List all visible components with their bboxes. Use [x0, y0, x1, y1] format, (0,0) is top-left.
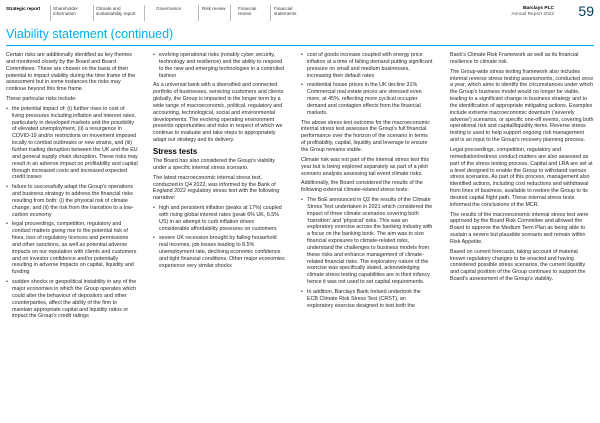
list-item: • failure to successfully adapt the Group's operations and business strategy to address the financial risks resulting from both: (i) the physical risk of climate change; and (ii) the risk from the transition to a low-carbon economy: [12, 184, 138, 218]
paragraph: The Group-wide stress testing framework also includes internal reverse stress testing assessments, conducted once a year, which aims to identify the circumstances under which the Group's business model would no longer be viable, leading to a significant change in business strategy and to the identification of appropriate mitigating actions. Examples include extreme macroeconomic downturn ('severely adverse') scenarios, or specific one-off events, covering both operational risk and capital/liquidity items. Reverse stress testing is used to help support ongoing risk management and is an input to the Group's recovery planning process.: [450, 68, 594, 144]
scenario-list: [301, 52, 433, 117]
paragraph: The above stress test outcome for the macroeconomic internal stress test assesses the Group's full financial performance over the horizon of the scenario in terms of profitability, capital, liquidity and leverage to ensure the Group remains viable.: [301, 119, 430, 153]
page-title: Viability statement (continued): [6, 27, 174, 41]
nav-divider: [93, 5, 94, 21]
nav-divider: [230, 5, 231, 21]
paragraph: Additionally, the Board considered the results of the following external climate-related stress tests:: [301, 180, 423, 194]
page-number: 59: [578, 3, 594, 19]
list-item: • the potential impact of: (i) further rises in cost of living pressures including inflation and interest rates, particularly in developed markets and the possibility of elevated unemployment, (ii) a resurgence in COVID-19 and/or restrictions on movement imposed locally to combat outbreaks or new strains, and (iii) further trading disruption between the UK and the EU and general supply chain disruption. These risks may result in an adverse impact on profitability and capital through increased costs and increased expected credit losses: [12, 106, 138, 181]
risk-list: [6, 106, 138, 320]
paragraph: The latest macroeconomic internal stress test, conducted in Q4 2022, was informed by the Bank of England 2022 regulatory stress test with the following narrative:: [153, 174, 280, 202]
nav-divider: [50, 5, 51, 21]
section-heading: Stress tests: [153, 146, 198, 156]
list-item: • severe UK recession brought by falling household real incomes, job losses leading to 8.5% unemployment rate, declining economic confidence and tight financial conditions. Other major economies experience very similar shocks: [159, 235, 285, 269]
text-column-4: [450, 52, 594, 286]
text-column-2: [153, 52, 285, 273]
paragraph: These particular risks include:: [6, 96, 77, 103]
list-item: • The BoE announced in Q2 the results of the Climate Stress Test undertaken in 2021 which considered the impact of three climate scenarios covering both 'transition' and 'physical' risks. This was an exploratory exercise across the banking industry with a focus on the banking book. The aim was to size financial exposures to climate-related risks, understand the challenges to business models from these risks and enhance management of climate-related financial risks. The exploratory nature of the exercise was specifically stated, acknowledging climate stress testing capabilities are in their infancy hence it was not used to set capital requirements.: [307, 197, 433, 286]
list-item: • cost of goods increase coupled with energy price inflation at a time of falling demand putting significant pressure on small and medium businesses, increasing their default rates: [307, 52, 433, 79]
paragraph: Bank's Climate Risk Framework as well as its financial resilience to climate risk.: [450, 52, 579, 65]
paragraph: Certain risks are additionally identified as key themes and monitored closely by the Board and Board Committees. These are chosen on the basis of their potential to impact viability during the time frame of the assessment but in some instances the risks may continue beyond this time frame.: [6, 52, 136, 93]
nav-risk-review[interactable]: Risk review: [202, 6, 226, 11]
text-column-3: [301, 52, 433, 313]
text-column-1: [6, 52, 138, 323]
paragraph: Based on current forecasts, taking account of material known regulatory changes to be enacted and having considered possible stress scenarios, the current liquidity and capital position of the Group continues to support the Board's assessment of the Group's viability.: [450, 248, 586, 283]
top-navigation: [6, 4, 594, 24]
list-item: • legal proceedings, competition, regulatory and conduct matters giving rise to the potential risk of fines, loss of regulatory licences and permissions and other sanctions, as well as potential adverse impacts on our reputation with clients and customers and on investor confidence and/or potentially resulting in adverse impacts on capital, liquidity and funding: [12, 221, 138, 276]
nav-climate-sustainability-report[interactable]: Climate and sustainability report: [96, 6, 136, 17]
paragraph: As a universal bank with a diversified and connected portfolio of businesses, servicing customers and clients globally, the Group is impacted in the longer term by a wide range of macroeconomic, political, regulatory and accounting, technological, social and environmental developments. The evolving operating environment presents opportunities and risks in respect of which we continue to evaluate and take steps to appropriately adapt our strategy and its delivery.: [153, 82, 284, 144]
list-item: • In addition, Barclays Bank Ireland undertook the ECB Climate Risk Stress Test (CRST), an exploratory exercise designed to test both the: [307, 289, 433, 310]
nav-strategic-report[interactable]: Strategic report: [6, 6, 41, 11]
nav-divider: [198, 5, 199, 21]
list-item: • sudden shocks or geopolitical instability in any of the major economies in which the Group operates which could alter the behaviour of depositors and other counterparties, affect the ability of the firm to maintain appropriate capital and liquidity ratios or impact the Group's credit ratings: [12, 279, 138, 320]
report-brand: [511, 6, 554, 17]
nav-shareholder-information[interactable]: Shareholder information: [53, 6, 79, 17]
title-divider: [6, 45, 594, 46]
climate-stress-test-list: [301, 197, 433, 310]
nav-divider: [144, 5, 145, 21]
list-item: • residential house prices in the UK decline 31% Commercial real estate prices are stressed even more, at 45%, reflecting more cyclical occupier demand and contagion effects from the financial markets.: [307, 82, 433, 116]
paragraph: Legal proceedings, competition, regulatory and remediation/redress conduct matters are also assessed as part of the stress testing process. Capital and LRA are set at a level designed to enable the Group to withstand various stress scenarios. As part of this process, management also identified actions, including cost reductions and withdrawal from lines of business, available to restore the Group to its desired capital flight path. These internal stress tests informed the conclusions of the MCR.: [450, 146, 593, 208]
report-name: Annual Report 2022: [511, 11, 554, 17]
paragraph: The Board has also considered the Group's viability under a specific internal stress scenario.: [153, 157, 275, 171]
paragraph: The results of the macroeconomic internal stress test were approved by the Board Risk Committee and allowed the Board to approve the Medium Term Plan as being able to sustain a severe but plausible scenario and remain within Risk Appetite.: [450, 211, 589, 245]
list-item: • evolving operational risks (notably cyber security, technology and resilience) and the ability to respond to the new and emerging technologies in a controlled fashion: [159, 52, 285, 79]
nav-divider: [270, 5, 271, 21]
scenario-list: [153, 205, 285, 270]
brand-name: Barclays PLC: [523, 6, 554, 11]
list-item: • high and persistent inflation (peaks at 17%) coupled with rising global interest rates (peak 6% UK, 6.5% US) in an attempt to curb inflation drives considerable affordability pressures on customers: [159, 205, 285, 232]
nav-financial-statements[interactable]: Financial statements: [274, 6, 297, 17]
risk-list: [153, 52, 285, 79]
paragraph: Climate risk was not part of the internal stress test this year but is being explored separately as part of a pilot scenario analysis assessing tail event climate risks.: [301, 156, 430, 177]
nav-financial-review[interactable]: Financial review: [238, 6, 257, 17]
nav-governance[interactable]: Governance: [156, 6, 182, 11]
